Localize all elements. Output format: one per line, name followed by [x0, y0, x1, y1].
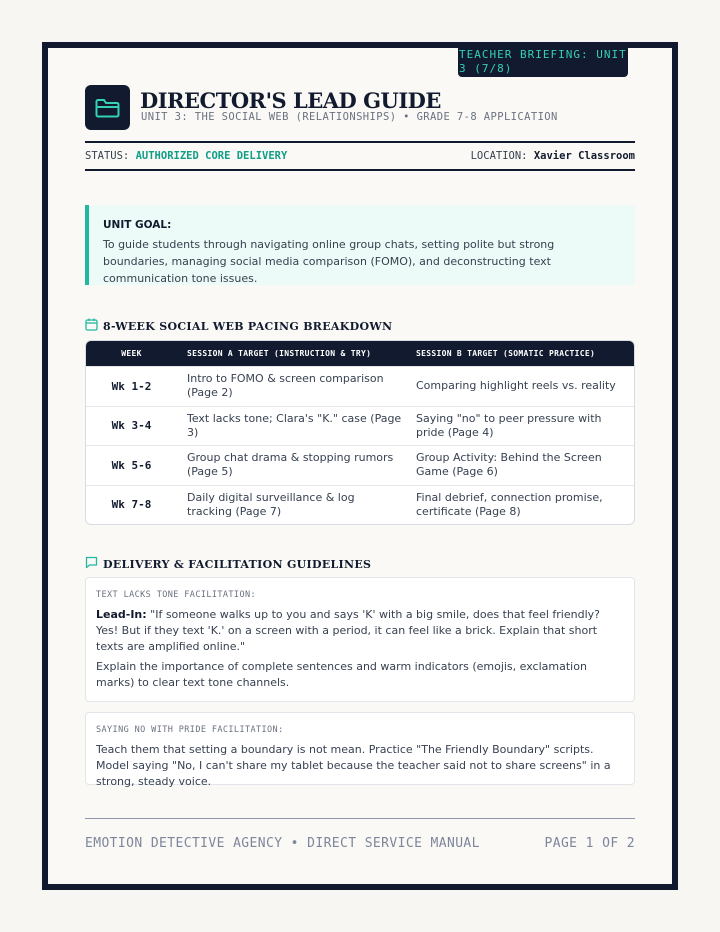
chat-bubble-icon: [85, 556, 98, 572]
column-header-session-b: SESSION B TARGET (SOMATIC PRACTICE): [416, 349, 596, 358]
pacing-section-title: [85, 318, 392, 334]
location-label: LOCATION:: [470, 150, 528, 162]
session-b-cell: Comparing highlight reels vs. reality: [416, 379, 616, 393]
session-b-cell: Group Activity: Behind the Screen Game (Page 6): [416, 451, 602, 479]
table-header: [86, 341, 634, 366]
lead-in-label: Lead-In:: [96, 608, 147, 621]
status-group: [85, 150, 287, 162]
guidelines-title-text: DELIVERY & FACILITATION GUIDELINES: [103, 557, 372, 571]
briefing-tag: TEACHER BRIEFING: UNIT 3 (7/8): [459, 48, 627, 75]
card-label: TEXT LACKS TONE FACILITATION:: [96, 590, 257, 600]
unit-goal-box: [85, 205, 635, 285]
location-value: Xavier Classroom: [533, 150, 635, 162]
status-bar: [85, 141, 635, 171]
session-a-cell: Daily digital surveillance & log tracking (Page 7): [187, 490, 355, 518]
lead-in-paragraph: [96, 607, 624, 655]
table-row: [86, 366, 634, 406]
week-cell: Wk 1-2: [111, 379, 152, 393]
pacing-title-text: 8-WEEK SOCIAL WEB PACING BREAKDOWN: [103, 319, 393, 333]
card-label: SAYING NO WITH PRIDE FACILITATION:: [96, 725, 284, 735]
card-body: Explain the importance of complete sentences and warm indicators (emojis, exclamation marks) to clear text tone channels.: [96, 660, 587, 689]
status-label: STATUS:: [85, 150, 130, 162]
unit-goal-text: To guide students through navigating online group chats, setting polite but strong boundaries, managing social media comparison (FOMO), and deconstructing text communication tone issues.: [103, 238, 555, 285]
guidelines-section-title: [85, 556, 371, 572]
table-row: [86, 406, 634, 446]
week-cell: Wk 3-4: [111, 419, 152, 433]
table-row: [86, 445, 634, 485]
session-a-cell: Intro to FOMO & screen comparison (Page 2): [187, 372, 384, 400]
session-b-cell: Final debrief, connection promise, certificate (Page 8): [416, 490, 603, 518]
unit-goal-label: UNIT GOAL:: [103, 219, 172, 231]
session-a-cell: Group chat drama & stopping rumors (Page 5): [187, 451, 394, 479]
session-a-cell: Text lacks tone; Clara's "K." case (Page 3): [187, 411, 402, 439]
table-row: [86, 485, 634, 525]
session-b-cell: Saying "no" to peer pressure with pride (Page 4): [416, 411, 602, 439]
week-cell: Wk 7-8: [111, 498, 152, 512]
facilitation-card: [85, 577, 635, 702]
week-cell: Wk 5-6: [111, 458, 152, 472]
facilitation-card: [85, 712, 635, 788]
card-body: Teach them that setting a boundary is not mean. Practice "The Friendly Boundary" scripts. Model saying "No, I can't share my tablet because the teacher said not to share screens" in a strong, steady voice.: [96, 743, 611, 788]
footer-left-text: EMOTION DETECTIVE AGENCY • DIRECT SERVICE MANUAL: [85, 836, 480, 851]
pacing-table: [85, 340, 635, 525]
column-header-session-a: SESSION A TARGET (INSTRUCTION & TRY): [187, 349, 372, 358]
column-header-week: WEEK: [121, 349, 142, 358]
page-number: PAGE 1 OF 2: [544, 836, 635, 851]
location-group: [471, 150, 635, 162]
lead-in-text: "If someone walks up to you and says 'K' with a big smile, does that feel friendly? Yes! But if they text 'K.' on a screen with a period, it can feel like a brick. Explain that short texts are amplified online.": [96, 608, 600, 653]
calendar-icon: [85, 318, 98, 334]
status-value: AUTHORIZED CORE DELIVERY: [135, 150, 288, 162]
page-footer: [85, 818, 635, 851]
folder-open-icon: [85, 85, 130, 130]
page-title: DIRECTOR'S LEAD GUIDE: [140, 88, 441, 113]
page-subtitle: UNIT 3: THE SOCIAL WEB (RELATIONSHIPS) • GRADE 7-8 APPLICATION: [141, 111, 558, 123]
